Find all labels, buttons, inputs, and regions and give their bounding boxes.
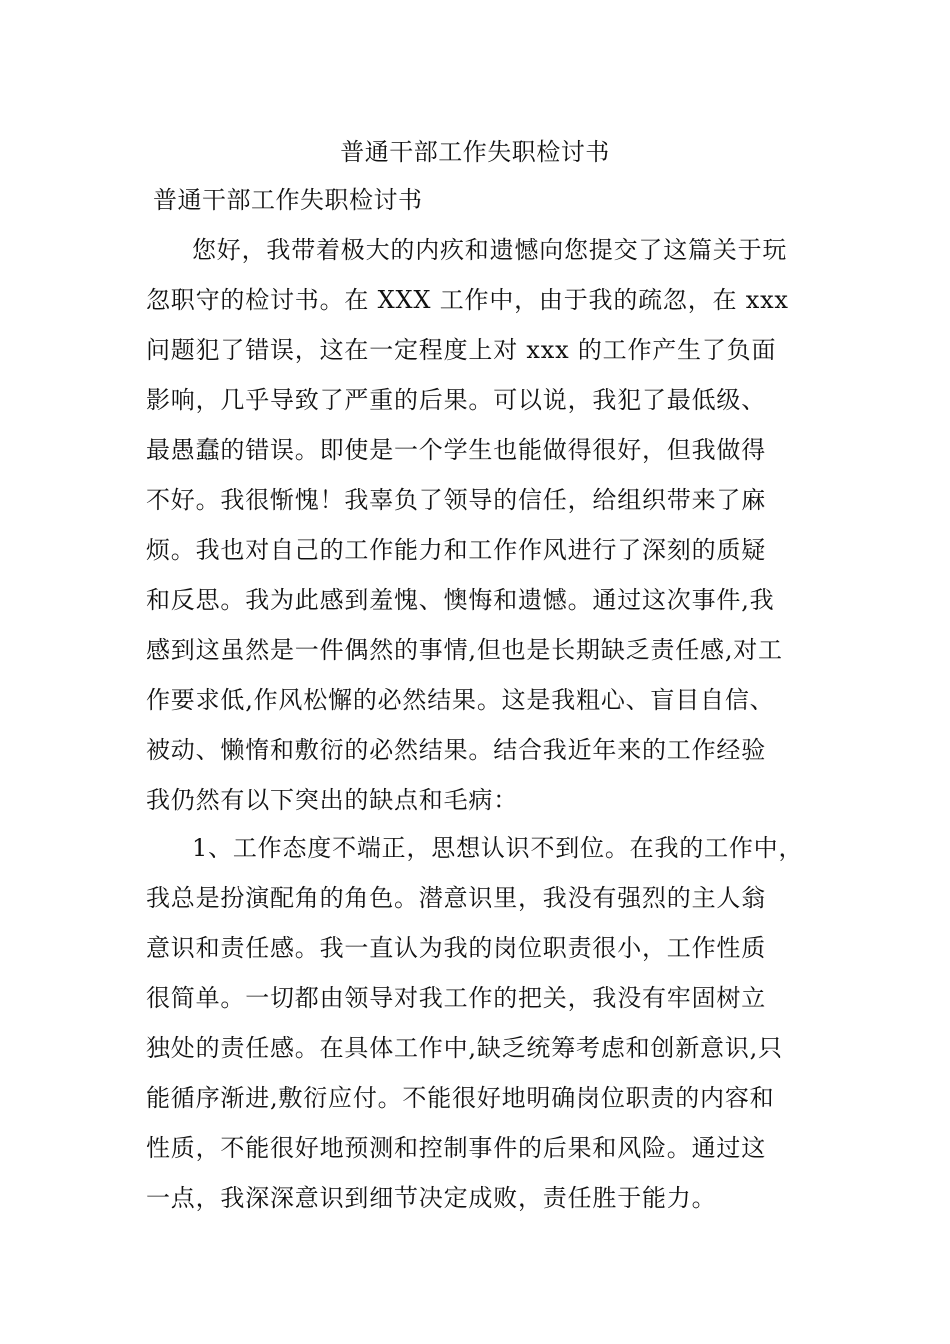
paragraph-1-line: 感到这虽然是一件偶然的事情,但也是长期缺乏责任感,对工: [146, 636, 783, 664]
paragraph-1-line: 作要求低,作风松懈的必然结果。这是我粗心、盲目自信、: [146, 686, 775, 714]
paragraph-2-line: 能循序渐进,敷衍应付。不能很好地明确岗位职责的内容和: [146, 1084, 775, 1112]
paragraph-1-line: 影响，几乎导致了严重的后果。可以说，我犯了最低级、: [146, 386, 766, 414]
paragraph-2-line: 很简单。一切都由领导对我工作的把关，我没有牢固树立: [146, 984, 766, 1012]
paragraph-1-line: 被动、懒惰和敷衍的必然结果。结合我近年来的工作经验: [146, 736, 766, 764]
paragraph-1-line: 您好，我带着极大的内疚和遗憾向您提交了这篇关于玩: [192, 236, 788, 264]
paragraph-2-line: 1、工作态度不端正，思想认识不到位。在我的工作中，: [192, 834, 804, 862]
paragraph-1-line: 不好。我很惭愧！我辜负了领导的信任，给组织带来了麻: [146, 486, 766, 514]
paragraph-1-line: 我仍然有以下突出的缺点和毛病：: [146, 786, 518, 814]
paragraph-2-line: 独处的责任感。在具体工作中,缺乏统筹考虑和创新意识,只: [146, 1034, 783, 1062]
paragraph-2-line: 我总是扮演配角的角色。潜意识里，我没有强烈的主人翁: [146, 884, 766, 912]
paragraph-2-line: 意识和责任感。我一直认为我的岗位职责很小，工作性质: [146, 934, 766, 962]
document-title: 普通干部工作失职检讨书: [340, 138, 610, 166]
paragraph-1-line: 忽职守的检讨书。在 XXX 工作中，由于我的疏忽，在 xxx: [146, 286, 789, 314]
paragraph-2-line: 一点，我深深意识到细节决定成败，责任胜于能力。: [146, 1184, 717, 1212]
paragraph-1-line: 烦。我也对自己的工作能力和工作作风进行了深刻的质疑: [146, 536, 766, 564]
paragraph-1-line: 问题犯了错误，这在一定程度上对 xxx 的工作产生了负面: [146, 336, 777, 364]
paragraph-1-line: 和反思。我为此感到羞愧、懊悔和遗憾。通过这次事件,我: [146, 586, 775, 614]
document-subtitle: 普通干部工作失职检讨书: [153, 186, 423, 214]
paragraph-2-line: 性质，不能很好地预测和控制事件的后果和风险。通过这: [146, 1134, 766, 1162]
paragraph-1-line: 最愚蠢的错误。即使是一个学生也能做得很好，但我做得: [146, 436, 766, 464]
